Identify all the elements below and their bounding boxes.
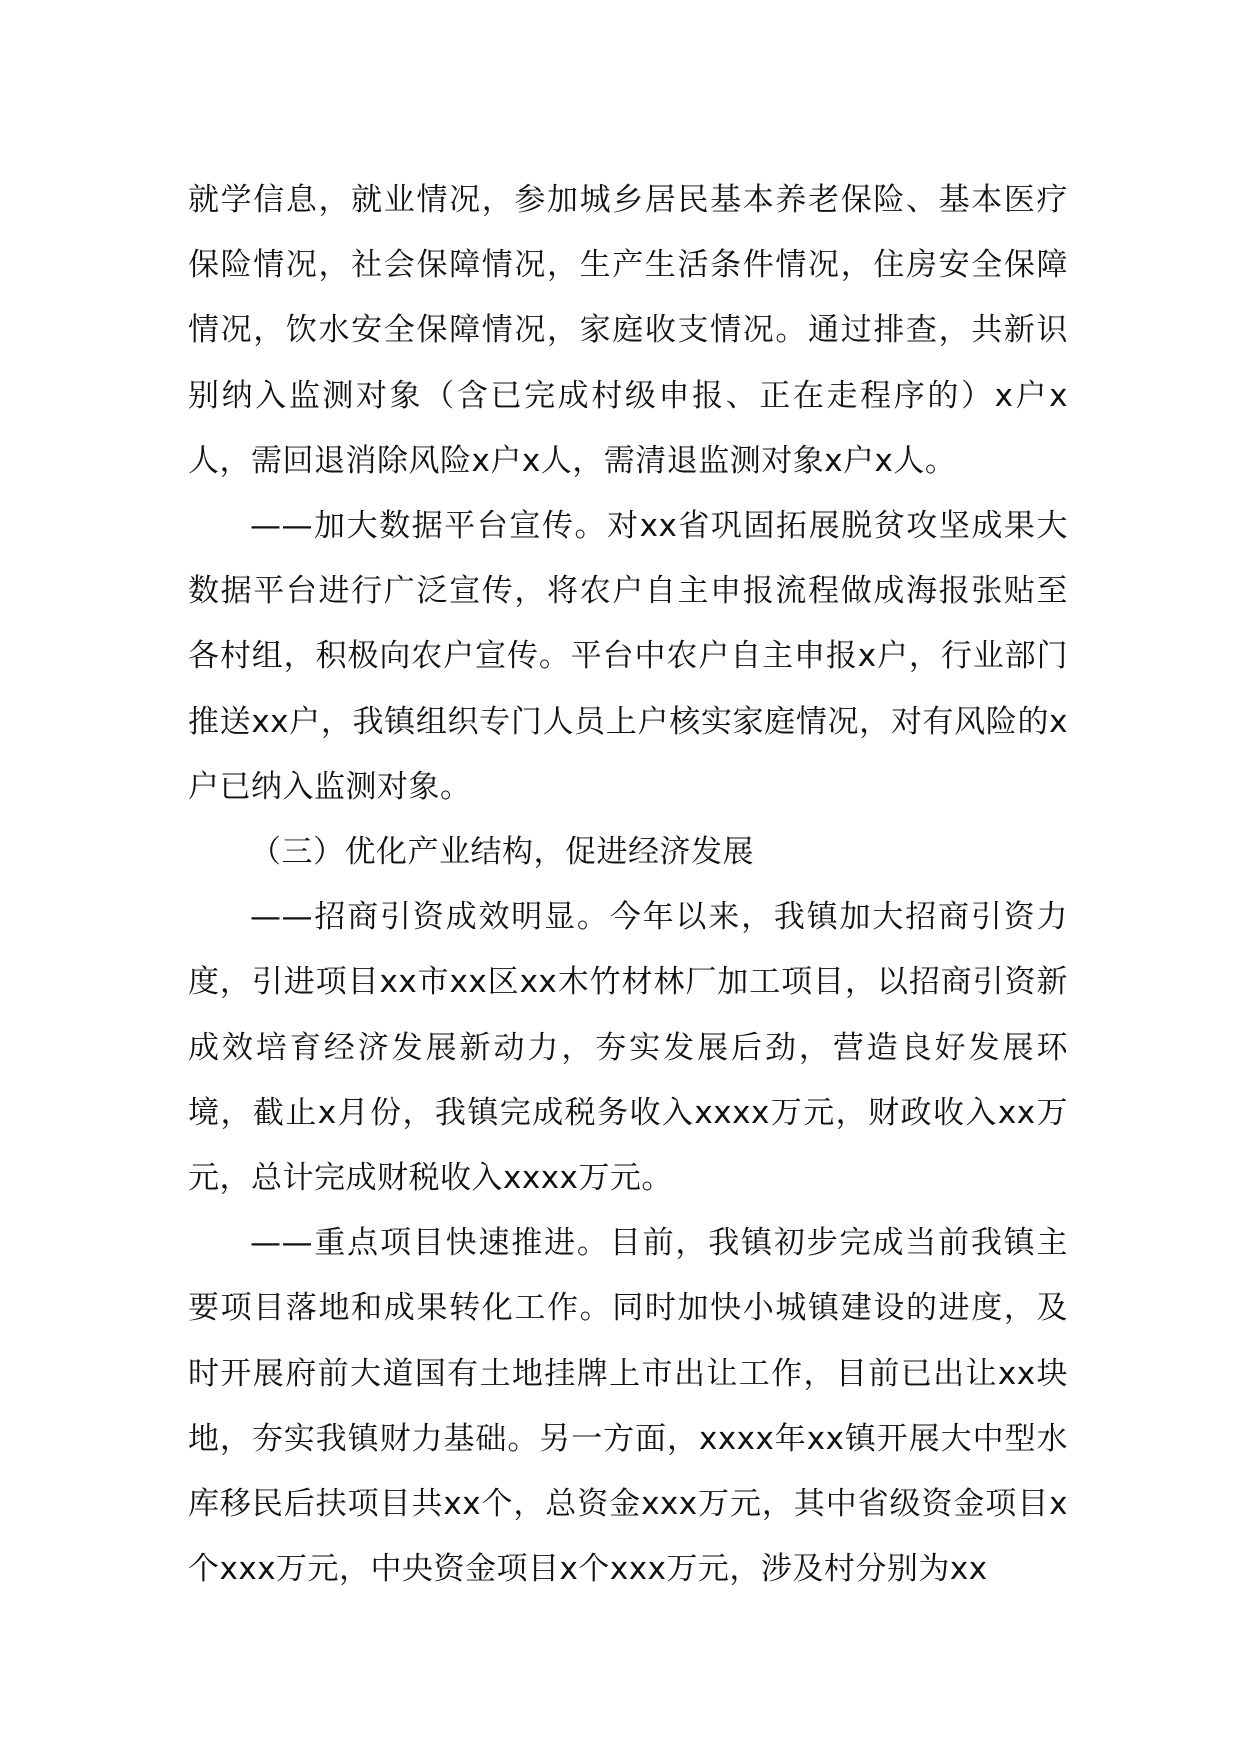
paragraph-investment-promotion: ——招商引资成效明显。今年以来，我镇加大招商引资力度，引进项目xx市xx区xx木竹材林厂加工项目，以招商引资新成效培育经济发展新动力，夯实发展后劲，营造良好发展环境，截止x月份，我镇完成税务收入xxxx万元，财政收入xx万元，总计完成财税收入xxxx万元。 xyxy=(188,899,1068,1197)
document-body xyxy=(188,168,1068,1602)
paragraph-data-platform-publicity: ——加大数据平台宣传。对xx省巩固拓展脱贫攻坚成果大数据平台进行广泛宣传，将农户自主申报流程做成海报张贴至各村组，积极向农户宣传。平台中农户自主申报x户，行业部门推送xx户，我镇组织专门人员上户核实家庭情况，对有风险的x户已纳入监测对象。 xyxy=(188,508,1068,805)
section-heading-industry-structure: （三）优化产业结构，促进经济发展 xyxy=(250,834,754,871)
paragraph-continuation: 就学信息，就业情况，参加城乡居民基本养老保险、基本医疗保险情况，社会保障情况，生产生活条件情况，住房安全保障情况，饮水安全保障情况，家庭收支情况。通过排查，共新识别纳入监测对象（含已完成村级申报、正在走程序的）x户x人，需回退消除风险x户x人，需清退监测对象x户x人。 xyxy=(188,182,1068,479)
paragraph-key-projects: ——重点项目快速推进。目前，我镇初步完成当前我镇主要项目落地和成果转化工作。同时加快小城镇建设的进度，及时开展府前大道国有土地挂牌上市出让工作，目前已出让xx块地，夯实我镇财力基础。另一方面，xxxx年xx镇开展大中型水库移民后扶项目共xx个，总资金xxx万元，其中省级资金项目x个xxx万元，中央资金项目x个xxx万元，涉及村分别为xx xyxy=(188,1225,1068,1588)
